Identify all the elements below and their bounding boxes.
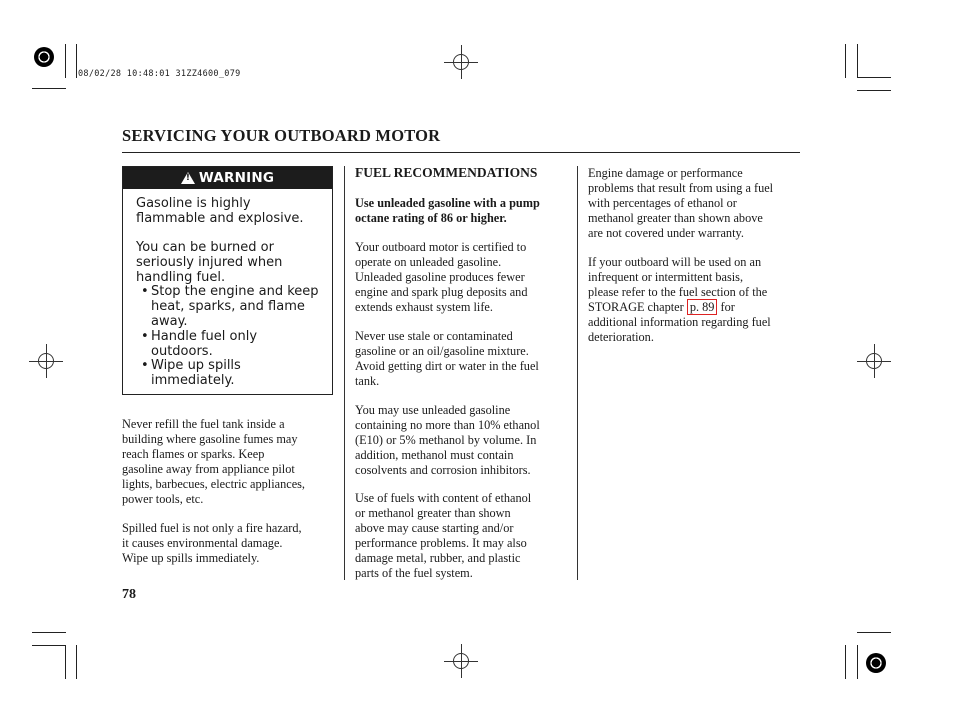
crop-mark [857, 632, 891, 633]
column-divider [577, 166, 578, 580]
crop-mark [32, 88, 66, 89]
crop-mark [857, 90, 891, 91]
paragraph: If your outboard will be used on an infrequent or intermittent basis, please refer to the fuel section of the STORAGE chapter p. 89 for additional information regarding fuel deterioration. [588, 255, 803, 345]
warning-header [123, 167, 332, 189]
crop-mark [845, 645, 846, 679]
paragraph: Never use stale or contaminated gasoline or an oil/gasoline mixture. Avoid getting dirt or water in the fuel tank. [355, 329, 539, 388]
paragraph: Use of fuels with content of ethanol or methanol greater than shown above may cause starting and/or performance problems. It may also damage metal, rubber, and plastic parts of the fuel system. [355, 491, 532, 580]
column-divider [344, 166, 345, 580]
crop-mark [845, 44, 846, 78]
crop-mark [857, 44, 858, 78]
warning-text: Gasoline is highly flammable and explosive. [136, 196, 304, 226]
crop-mark [857, 77, 891, 78]
section-title: SERVICING YOUR OUTBOARD MOTOR [122, 126, 441, 145]
registration-star-mark [34, 47, 54, 67]
page-reference-link[interactable]: p. 89 [687, 299, 718, 315]
bold-intro: Use unleaded gasoline with a pump octane rating of 86 or higher. [355, 196, 540, 225]
crop-mark [32, 645, 66, 646]
warning-text: You can be burned or seriously injured when handling fuel. [136, 240, 283, 285]
paragraph: Your outboard motor is certified to operate on unleaded gasoline. Unleaded gasoline produces fewer engine and spark plug deposits and extends exhaust system life. [355, 240, 528, 314]
paragraph: Spilled fuel is not only a fire hazard, it causes environmental damage. Wipe up spills immediately. [122, 521, 302, 565]
crop-mark [65, 44, 66, 78]
page-number: 78 [122, 587, 136, 602]
paragraph: Engine damage or performance problems that result from using a fuel with percentages of ethanol or methanol greater than shown above are not covered under warranty. [588, 166, 774, 240]
print-timestamp: 08/02/28 10:48:01 31ZZ4600_079 [78, 69, 241, 79]
registration-crosshair [444, 45, 478, 79]
crop-mark [32, 632, 66, 633]
paragraph: You may use unleaded gasoline containing no more than 10% ethanol (E10) or 5% methanol by volume. In addition, methanol must contain cosolvents and corrosion inhibitors. [355, 403, 540, 477]
paragraph: Never refill the fuel tank inside a building where gasoline fumes may reach flames or sparks. Keep gasoline away from appliance pilot lights, barbecues, electric appliances, power tools, etc. [122, 417, 306, 506]
warning-box [122, 166, 333, 395]
crop-mark [76, 44, 77, 78]
crop-mark [76, 645, 77, 679]
subsection-heading: FUEL RECOMMENDATIONS [355, 165, 538, 180]
warning-bullet: • Stop the engine and keep heat, sparks, and flame away. [141, 284, 319, 329]
registration-crosshair [857, 344, 891, 378]
storage-reference-line: STORAGE chapter p. 89 for [588, 300, 735, 314]
crop-mark [65, 645, 66, 679]
title-rule [122, 152, 800, 153]
registration-star-mark [866, 653, 886, 673]
registration-crosshair [444, 644, 478, 678]
warning-triangle-icon [181, 172, 195, 184]
registration-crosshair [29, 344, 63, 378]
warning-bullet: • Wipe up spills immediately. [141, 358, 241, 388]
warning-label: WARNING [198, 170, 275, 186]
warning-bullet: • Handle fuel only outdoors. [141, 329, 258, 359]
crop-mark [857, 645, 858, 679]
